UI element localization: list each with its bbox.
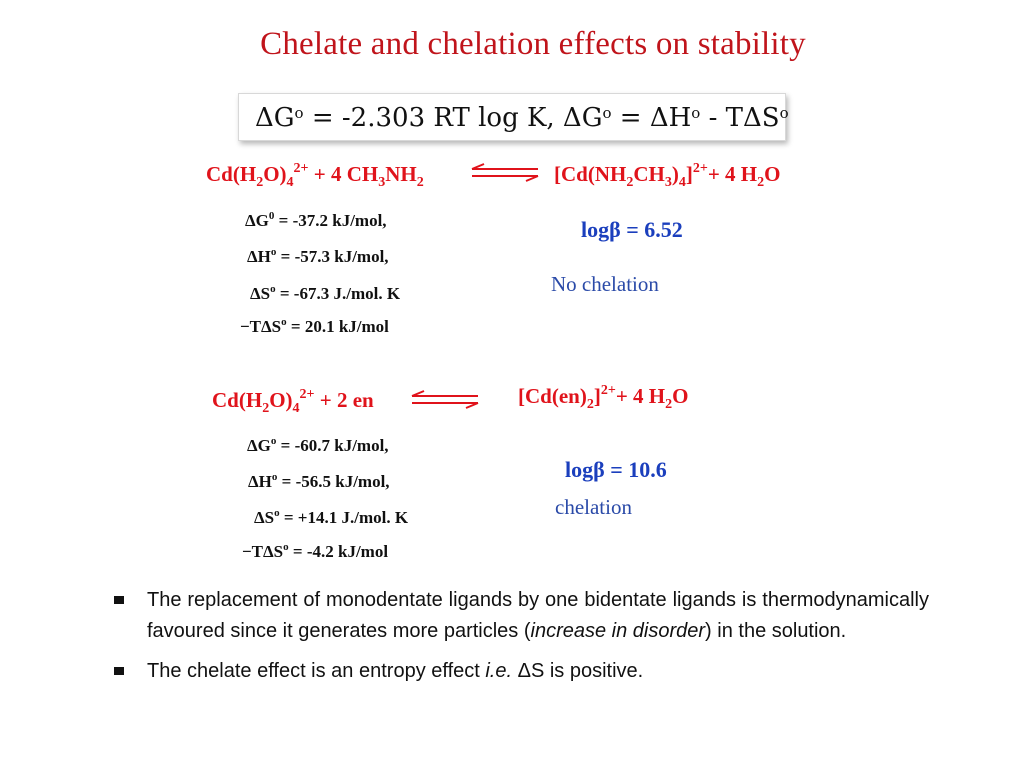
square-bullet-icon bbox=[114, 667, 124, 675]
reaction2-log-beta: logβ = 10.6 bbox=[565, 457, 667, 482]
list-item bbox=[113, 656, 929, 687]
reaction2-delta-h: $\Delta H^o = -56.5$ kJ/mol, bbox=[248, 471, 390, 491]
reaction2-delta-s: $\Delta S^o = +14.1$ J./mol. K bbox=[254, 507, 409, 527]
bullet-text-1: The replacement of monodentate ligands by one bidentate ligands is thermodynamically favoured since it generates more particles (increase in disorder) in the solution. bbox=[147, 589, 929, 642]
square-bullet-icon bbox=[114, 596, 124, 604]
reaction2-products: $[Cd(en)_2]^{2+}+ 4$ $H_2O$ bbox=[518, 383, 689, 412]
reaction1-reactants: $Cd(H_2O)_4^{2+} + 4$ $CH_3NH_2$ bbox=[206, 161, 424, 190]
reaction1-log-beta: logβ = 6.52 bbox=[581, 217, 683, 242]
reaction1-note: No chelation bbox=[551, 272, 659, 296]
bullet-list bbox=[113, 585, 929, 696]
list-item bbox=[113, 585, 929, 647]
reaction2-reactants: $Cd(H_2O)_4^{2+} + 2$ en bbox=[212, 387, 374, 416]
equilibrium-arrow-icon bbox=[470, 163, 542, 183]
equilibrium-arrow-icon bbox=[410, 390, 482, 410]
thermodynamic-formula-box bbox=[238, 93, 789, 141]
bullet-text-2: The chelate effect is an entropy effect i.e. ΔS is positive. bbox=[147, 660, 644, 682]
reaction1-delta-g: $\Delta G^0 = -37.2$ kJ/mol, bbox=[245, 210, 387, 230]
reaction1-minus-t-delta-s: $-T\Delta S^o = 20.1$ kJ/mol bbox=[240, 316, 389, 336]
formula-text: $\Delta G^o = -2.303$ RT log K, $\Delta G^o = \Delta H^o - T\Delta S^o$ bbox=[255, 103, 789, 133]
reaction1-delta-h: $\Delta H^o = -57.3$ kJ/mol, bbox=[247, 246, 389, 266]
reaction2-note: chelation bbox=[555, 495, 632, 519]
reaction2-delta-g: $\Delta G^o = -60.7$ kJ/mol, bbox=[247, 435, 389, 455]
reaction1-delta-s: $\Delta S^o = -67.3$ J./mol. K bbox=[250, 283, 401, 303]
reaction1-products: $[Cd(NH_2CH_3)_4]^{2+}+ 4$ $H_2O$ bbox=[554, 161, 781, 190]
reaction2-minus-t-delta-s: $-T\Delta S^o = -4.2$ kJ/mol bbox=[242, 541, 389, 561]
slide-title: Chelate and chelation effects on stability bbox=[260, 26, 806, 62]
